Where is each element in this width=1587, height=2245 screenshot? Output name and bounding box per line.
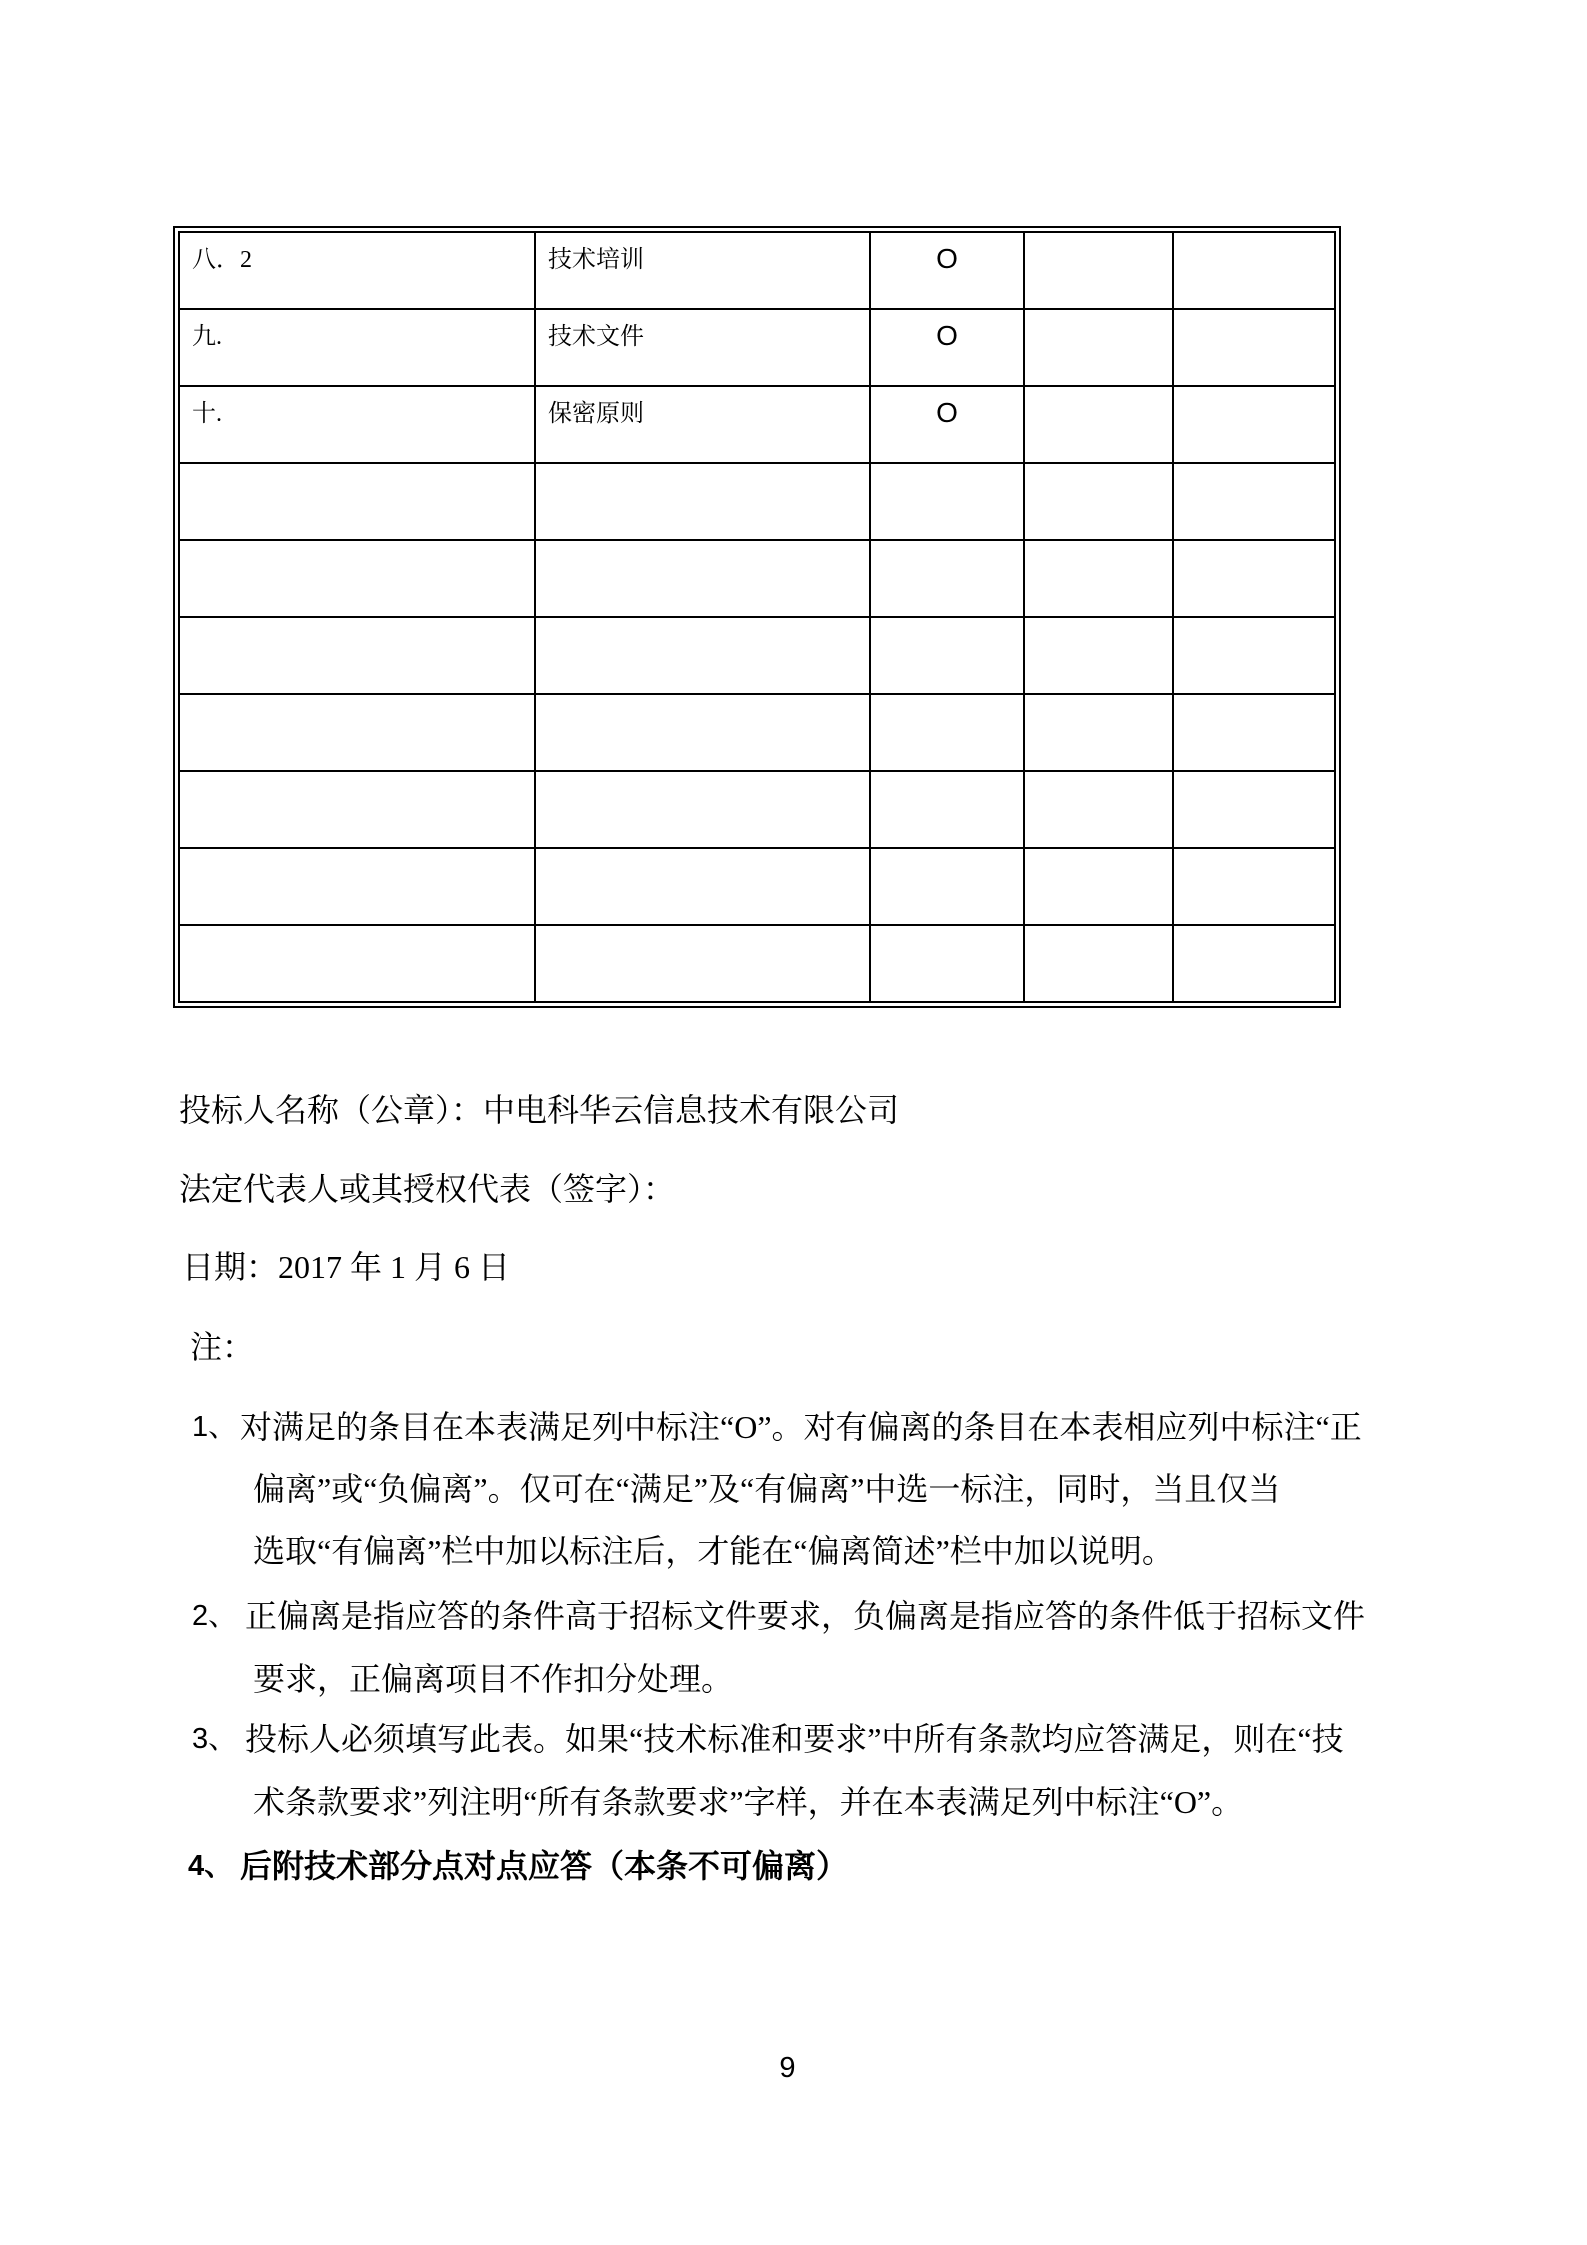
cell-satisfy: O [870,386,1024,463]
note-3-line-1: 投标人必须填写此表。如果“技术标准和要求”中所有条款均应答满足，则在“技 [245,1721,1344,1757]
cell-item [535,540,870,617]
cell-col5 [1173,771,1335,848]
cell-item [535,771,870,848]
cell-item [535,848,870,925]
table-row [179,540,1335,617]
representative-line: 法定代表人或其授权代表（签字）： [179,1171,676,1207]
cell-clause: 八．2 [179,232,535,309]
note-1-line-1: 对满足的条目在本表满足列中标注“O”。对有偏离的条目在本表相应列中标注“正 [240,1409,1362,1445]
cell-col5 [1173,848,1335,925]
note-1-number: 1、 [192,1411,238,1443]
cell-satisfy: O [870,309,1024,386]
cell-col4 [1024,848,1173,925]
response-table [173,226,1341,1008]
page-number: 9 [779,2052,796,2084]
note-3-line-2: 术条款要求”列注明“所有条款要求”字样，并在本表满足列中标注“O”。 [253,1784,1244,1820]
cell-col4 [1024,386,1173,463]
cell-item: 保密原则 [535,386,870,463]
cell-satisfy [870,848,1024,925]
table-row [179,463,1335,540]
note-2-number: 2、 [192,1600,238,1632]
cell-item [535,463,870,540]
cell-col5 [1173,309,1335,386]
note-1-line-2: 偏离”或“负偏离”。仅可在“满足”及“有偏离”中选一标注，同时，当且仅当 [253,1471,1281,1507]
cell-satisfy [870,617,1024,694]
cell-col4 [1024,771,1173,848]
note-2-line-1: 正偏离是指应答的条件高于招标文件要求，负偏离是指应答的条件低于招标文件 [245,1598,1366,1634]
cell-clause [179,771,535,848]
cell-item: 技术文件 [535,309,870,386]
cell-col4 [1024,309,1173,386]
note-1-line-3: 选取“有偏离”栏中加以标注后，才能在“偏离简述”栏中加以说明。 [253,1533,1174,1569]
table-row [179,617,1335,694]
cell-satisfy [870,925,1024,1002]
table-row [179,925,1335,1002]
note-4-number: 4、 [188,1850,234,1882]
cell-item: 技术培训 [535,232,870,309]
cell-clause: 十. [179,386,535,463]
cell-col5 [1173,386,1335,463]
bidder-name-line: 投标人名称（公章）：中电科华云信息技术有限公司 [179,1092,900,1128]
cell-satisfy [870,694,1024,771]
cell-item [535,617,870,694]
cell-item [535,925,870,1002]
cell-item [535,694,870,771]
cell-col5 [1173,694,1335,771]
cell-col4 [1024,540,1173,617]
cell-clause [179,848,535,925]
cell-clause [179,925,535,1002]
table-row [179,771,1335,848]
cell-col5 [1173,232,1335,309]
cell-col5 [1173,617,1335,694]
cell-clause [179,540,535,617]
note-3-number: 3、 [192,1723,238,1755]
table-row [179,848,1335,925]
cell-col5 [1173,463,1335,540]
notes-label: 注： [190,1329,255,1365]
cell-satisfy [870,540,1024,617]
cell-col5 [1173,540,1335,617]
cell-col5 [1173,925,1335,1002]
note-4-line-1: 后附技术部分点对点应答（本条不可偏离） [240,1848,849,1884]
cell-satisfy: O [870,232,1024,309]
cell-col4 [1024,925,1173,1002]
cell-satisfy [870,463,1024,540]
cell-clause [179,694,535,771]
cell-clause [179,463,535,540]
table-row [179,232,1335,309]
cell-col4 [1024,694,1173,771]
response-table-grid [178,231,1336,1003]
table-row [179,386,1335,463]
note-2-line-2: 要求，正偏离项目不作扣分处理。 [253,1661,734,1697]
table-row [179,309,1335,386]
cell-clause: 九. [179,309,535,386]
cell-col4 [1024,463,1173,540]
table-row [179,694,1335,771]
date-line: 日期：2017 年 1 月 6 日 [182,1249,511,1285]
cell-col4 [1024,617,1173,694]
cell-clause [179,617,535,694]
cell-satisfy [870,771,1024,848]
cell-col4 [1024,232,1173,309]
